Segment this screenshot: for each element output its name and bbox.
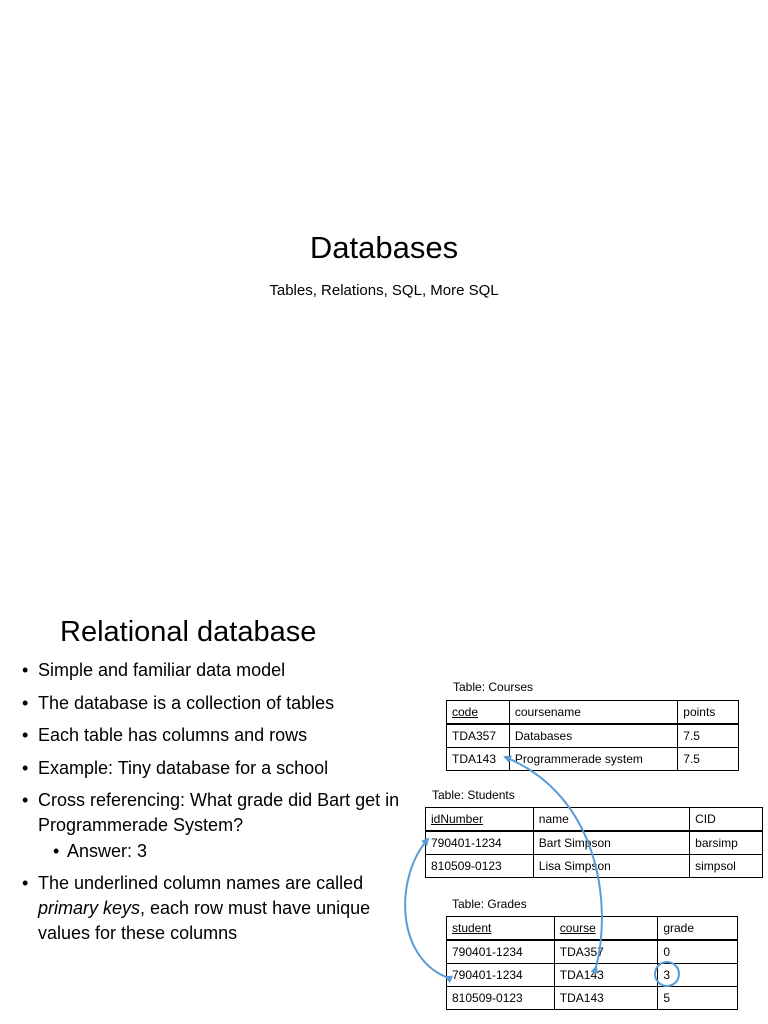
table-cell: TDA143 — [554, 987, 658, 1010]
bullet-item — [22, 871, 414, 946]
bullet-item: • Simple and familiar data model — [22, 658, 414, 683]
table-cell: TDA357 — [447, 724, 510, 748]
bullet-text: , each row must have unique values for these columns — [38, 898, 371, 943]
table-cell: Databases — [509, 724, 677, 748]
relational-database-slide — [0, 576, 768, 1024]
table-cell: Programmerade system — [509, 748, 677, 771]
table-header-row — [426, 808, 763, 832]
table-row — [447, 940, 738, 964]
table-cell: TDA143 — [554, 964, 658, 987]
bullet-item: • Cross referencing: What grade did Bart get in Programmerade System? — [22, 788, 414, 838]
courses-caption: Table: Courses — [453, 680, 534, 694]
students-table — [425, 807, 763, 878]
column-header: code — [447, 701, 510, 725]
bullet-item: • The database is a collection of tables — [22, 691, 414, 716]
column-header: points — [678, 701, 739, 725]
slide-title: Databases — [309, 230, 459, 265]
column-header: CID — [690, 808, 763, 832]
column-header: course — [554, 917, 658, 941]
bullet-text: The underlined column names are called — [38, 873, 364, 893]
table-cell: 7.5 — [678, 724, 739, 748]
table-header-row — [447, 917, 738, 941]
table-header-row — [447, 701, 739, 725]
table-cell: TDA357 — [554, 940, 658, 964]
table-cell: 810509-0123 — [447, 987, 555, 1010]
table-row — [426, 831, 763, 855]
slide-subtitle: Tables, Relations, SQL, More SQL — [269, 282, 499, 299]
table-row — [447, 724, 739, 748]
table-cell: barsimp — [690, 831, 763, 855]
table-cell: 5 — [658, 987, 738, 1010]
table-row — [447, 748, 739, 771]
slide-title: Relational database — [60, 616, 317, 648]
table-cell: Bart Simpson — [533, 831, 689, 855]
table-cell: TDA143 — [447, 748, 510, 771]
column-header: coursename — [509, 701, 677, 725]
bullet-item: • Example: Tiny database for a school — [22, 756, 414, 781]
column-header: grade — [658, 917, 738, 941]
column-header: name — [533, 808, 689, 832]
bullet-emphasis: primary keys — [38, 898, 141, 918]
grades-caption: Table: Grades — [452, 897, 527, 911]
table-cell: 790401-1234 — [426, 831, 534, 855]
table-cell: 3 — [658, 964, 738, 987]
table-cell: 790401-1234 — [447, 940, 555, 964]
table-row — [426, 855, 763, 878]
bullet-item: • Each table has columns and rows — [22, 723, 414, 748]
table-row — [447, 987, 738, 1010]
students-caption: Table: Students — [432, 788, 515, 802]
table-cell: 810509-0123 — [426, 855, 534, 878]
grades-table — [446, 916, 738, 1010]
sub-bullet-item: • Answer: 3 — [22, 839, 414, 864]
table-cell: 7.5 — [678, 748, 739, 771]
column-header: student — [447, 917, 555, 941]
courses-table — [446, 700, 739, 771]
table-cell: simpsol — [690, 855, 763, 878]
table-cell: 790401-1234 — [447, 964, 555, 987]
table-cell: Lisa Simpson — [533, 855, 689, 878]
table-row — [447, 964, 738, 987]
bullet-list — [22, 658, 414, 954]
column-header: idNumber — [426, 808, 534, 832]
table-cell: 0 — [658, 940, 738, 964]
